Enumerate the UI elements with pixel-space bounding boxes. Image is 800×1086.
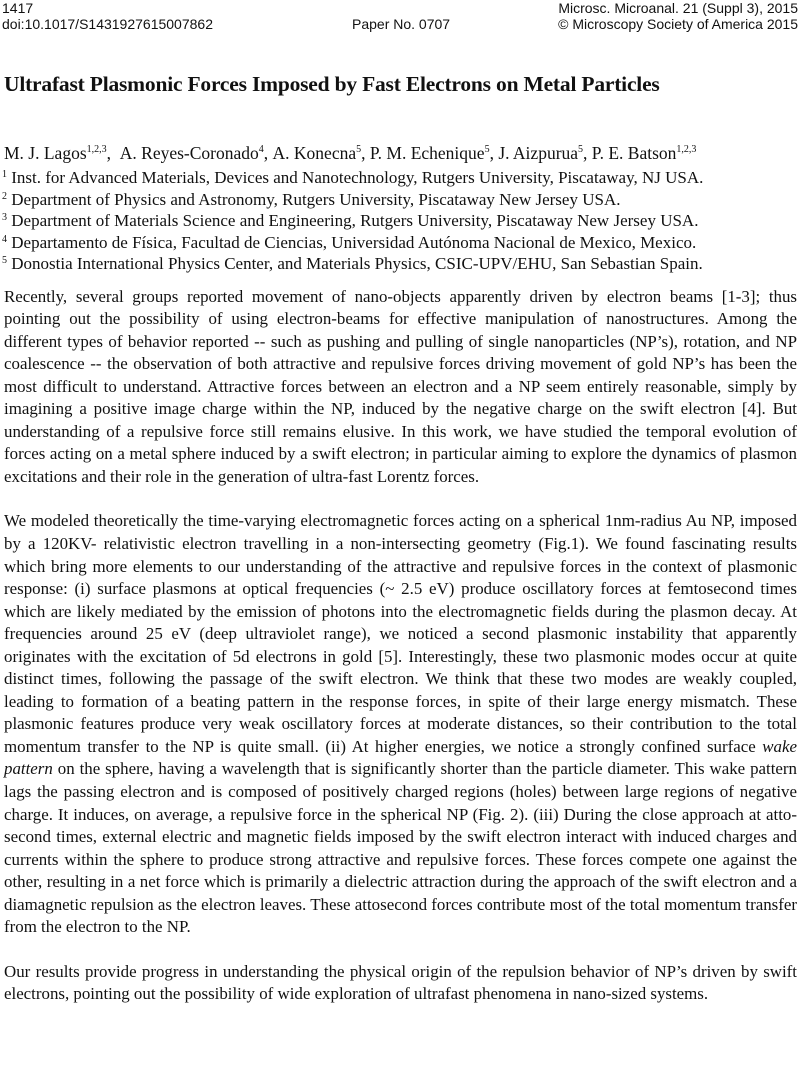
affiliation [2, 167, 797, 189]
affiliation-marker: 5 [484, 144, 490, 155]
doi: doi:10.1017/S1431927615007862 [2, 16, 213, 32]
affiliation-text: Donostia International Physics Center, and Materials Physics, CSIC-UPV/EHU, San Sebastian Spain. [11, 254, 703, 273]
paragraph-conclusion: Our results provide progress in understanding the physical origin of the repulsion behavior of NP’s driven by swift electrons, pointing out the possibility of wide exploration of ultrafast phenomena in nano-sized systems. [4, 961, 797, 1004]
affiliation-list [2, 167, 797, 275]
affiliation [2, 189, 797, 211]
author: P. E. Batson [591, 143, 677, 163]
author: P. M. Echenique [369, 143, 485, 163]
paragraph-intro: Recently, several groups reported movement of nano-objects apparently driven by electron beams [1-3]; thus pointing out the possibility of using electron-beams for effective manipulation of nanostructures. Among the different types of behavior reported -- such as pushing and pulling of single nanoparticles (NP’s), rotation, and NP coalescence -- the observation of both attractive and repulsive forces driving movement of gold NP’s has been the most difficult to understand. Attractive forces between an electron and a NP seem entirely reasonable, simply by imagining a positive image charge within the NP, induced by the negative charge on the swift electron [4]. But understanding of a repulsive force still remains elusive. In this work, we have studied the temporal evolution of forces acting on a metal sphere induced by a swift electron; in particular aiming to explore the dynamics of plasmon excitations and their role in the generation of ultra-fast Lorentz forces. [4, 286, 797, 486]
affiliation [2, 253, 797, 275]
affiliation-number: 1 [2, 169, 7, 180]
affiliation-number: 5 [2, 255, 7, 266]
affiliation-text: Departamento de Física, Facultad de Ciencias, Universidad Autónoma Nacional de Mexico, Mexico. [11, 232, 697, 252]
journal-citation: Microsc. Microanal. 21 (Suppl 3), 2015 [558, 0, 798, 16]
author-list: M. J. Lagos$^{1,2,3}$, A. Reyes-Coronado$^4$, A. Konecna$^5$, P. M. Echenique$^5$, J. Aizpurua$^5$, P. E. Batson$^{1,2,3}$ [4, 143, 697, 163]
copyright: © Microscopy Society of America 2015 [558, 16, 798, 32]
paragraph-text: We modeled theoretically the time-varying electromagnetic forces acting on a spherical 1nm-radius Au NP, imposed by a 120KV- relativistic electron travelling in a non-intersecting geometry (Fig.1). We found fascinating results which bring more elements to our understanding of the attractive and repulsive forces in the context of plasmonic response: (i) surface plasmons at optical frequencies (~ 2.5 eV) produce oscillatory forces at femtosecond times which are likely mediated by the emission of photons into the electromagnetic fields during the plasmon decay. At frequencies around 25 eV (deep ultraviolet range), we noticed a second plasmonic instability that apparently originates with the excitation of 5d electrons in gold [5]. Interestingly, these two plasmonic modes occur at quite distinct times, following the passage of the swift electron. We think that these two modes are weakly coupled, leading to formation of a beating pattern in the response forces, in spite of their large energy mismatch. These plasmonic features produce very weak oscillatory forces at moderate distances, so their contribution to the total momentum transfer to the NP is quite small. (ii) At higher energies, we notice a strongly confined surface [4, 511, 797, 756]
affiliation-marker: 4 [258, 144, 264, 155]
affiliation-marker: 5 [578, 144, 584, 155]
author: M. J. Lagos [4, 143, 87, 163]
affiliation-text: Department of Materials Science and Engineering, Rutgers University, Piscataway New Jersey USA. [11, 211, 699, 230]
affiliation [2, 232, 797, 254]
paragraph-results [4, 510, 797, 938]
author: A. Reyes-Coronado [119, 143, 259, 163]
paper-number: Paper No. 0707 [352, 16, 451, 32]
emphasis-wake-pattern: wake pattern [4, 736, 797, 779]
affiliation-number: 4 [2, 233, 7, 245]
affiliation-marker: 5 [356, 144, 362, 155]
paper-title: Ultrafast Plasmonic Forces Imposed by Fast Electrons on Metal Particles [4, 72, 660, 96]
affiliation [2, 210, 797, 232]
author: J. Aizpurua [498, 143, 579, 163]
affiliation-marker: 1,2,3 [676, 144, 697, 155]
author: A. Konecna [272, 143, 357, 163]
affiliation-text: Department of Physics and Astronomy, Rutgers University, Piscataway New Jersey USA. [11, 189, 621, 209]
affiliation-marker: 1,2,3 [86, 144, 107, 155]
page-number: 1417 [2, 0, 34, 16]
affiliation-number: 2 [2, 190, 7, 202]
paragraph-text: on the sphere, having a wavelength that is significantly shorter than the particle diameter. This wake pattern lags the passing electron and is composed of positively charged regions (holes) between large regions of negative charge. It induces, on average, a repulsive force in the spherical NP (Fig. 2). (iii) During the close approach at atto-second times, external electric and magnetic fields imposed by the swift electron interact with induced charges and currents within the sphere to produce strong attractive and repulsive forces. These forces compete one against the other, resulting in a net force which is primarily a dielectric attraction during the approach of the swift electron and a diamagnetic repulsion as the electron leaves. These attosecond forces contribute most of the total momentum transfer from the electron to the NP. [4, 759, 797, 937]
affiliation-number: 3 [2, 212, 7, 223]
affiliation-text: Inst. for Advanced Materials, Devices and Nanotechnology, Rutgers University, Piscataway, NJ USA. [11, 168, 704, 187]
